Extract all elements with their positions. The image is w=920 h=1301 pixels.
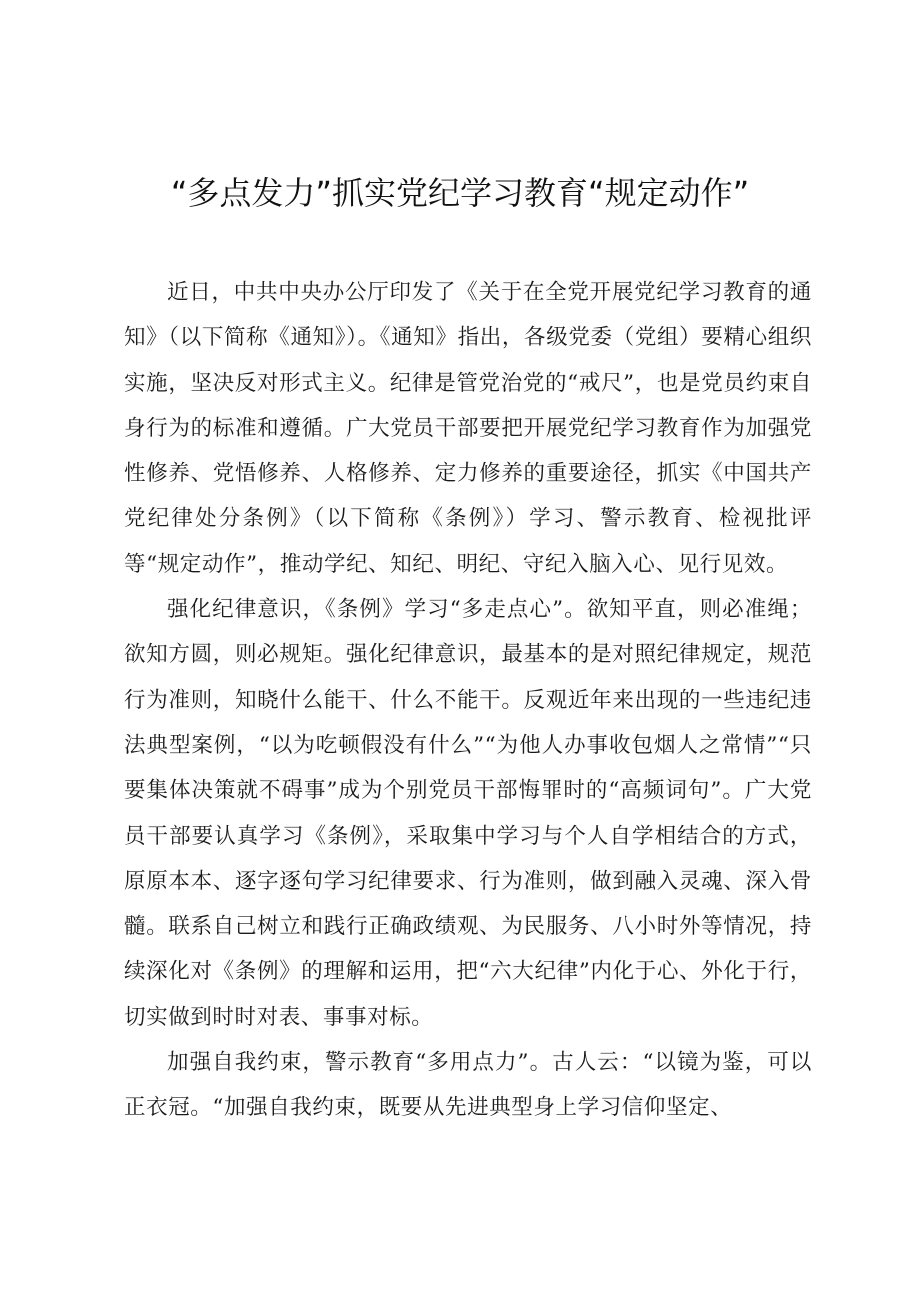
paragraph-discipline-awareness: 强化纪律意识，《条例》学习“多走点心”。欲知平直，则必准绳；欲知方圆，则必规矩。强化纪律意识，最基本的是对照纪律规定，规范行为准则，知晓什么能干、什么不能干。反观近年来出现的一些违纪违法典型案例，“以为吃顿假没有什么”“为他人办事收包烟人之常情”“只要集体决策就不碍事”成为个别党员干部悔罪时的“高频词句”。广大党员干部要认真学习《条例》，采取集中学习与个人自学相结合的方式，原原本本、逐字逐句学习纪律要求、行为准则，做到融入灵魂、深入骨髓。联系自己树立和践行正确政绩观、为民服务、八小时外等情况，持续深化对《条例》的理解和运用，把“六大纪律”内化于心、外化于行，切实做到时时对表、事事对标。 xyxy=(124,597,812,1030)
document-title: “多点发力”抓实党纪学习教育“规定动作” xyxy=(170,174,750,212)
document-body xyxy=(124,270,812,1131)
paragraph-self-restraint: 加强自我约束，警示教育“多用点力”。古人云：“以镜为鉴，可以正衣冠。“加强自我约束，既要从先进典型身上学习信仰坚定、 xyxy=(124,1050,812,1121)
paragraph-intro: 近日，中共中央办公厅印发了《关于在全党开展党纪学习教育的通知》（以下简称《通知》）。《通知》指出，各级党委（党组）要精心组织实施，坚决反对形式主义。纪律是管党治党的“戒尺”，也是党员约束自身行为的标准和遵循。广大党员干部要把开展党纪学习教育作为加强党性修养、党悟修养、人格修养、定力修养的重要途径，抓实《中国共产党纪律处分条例》（以下简称《条例》）学习、警示教育、检视批评等“规定动作”，推动学纪、知纪、明纪、守纪入脑入心、见行见效。 xyxy=(124,280,812,577)
